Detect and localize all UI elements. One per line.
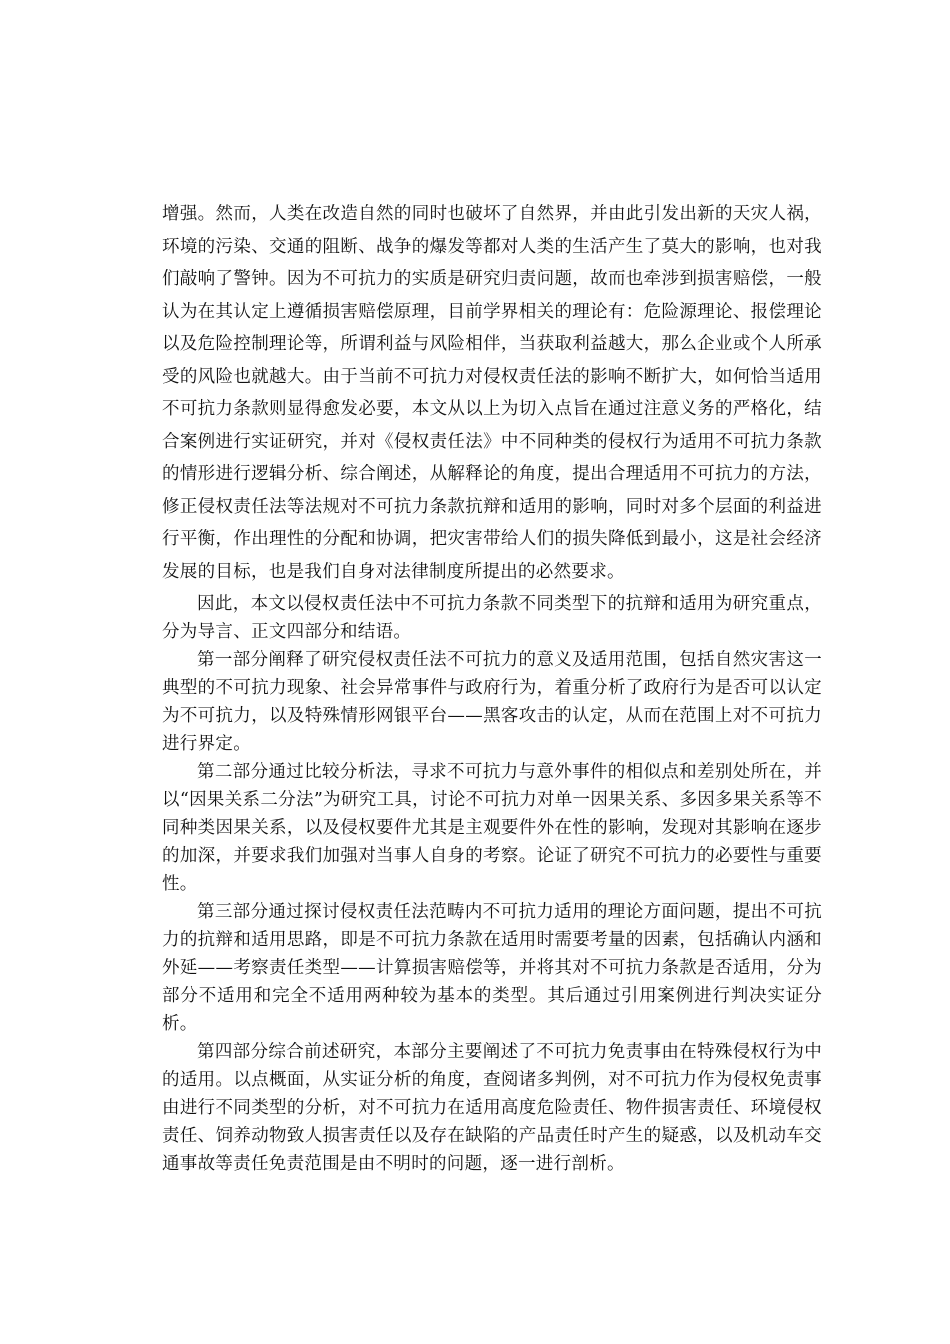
paragraph-intro-continued: 增强。然而，人类在改造自然的同时也破坏了自然界，并由此引发出新的天灾人祸，环境的污染、交通的阻断、战争的爆发等都对人类的生活产生了莫大的影响，也对我们敲响了警钟。因为不可抗力的实质是研究归责问题，故而也牵涉到损害赔偿，一般认为在其认定上遵循损害赔偿原理，目前学界相关的理论有：危险源理论、报偿理论以及危险控制理论等，所谓利益与风险相伴，当获取利益越大，那么企业或个人所承受的风险也就越大。由于当前不可抗力对侵权责任法的影响不断扩大，如何恰当适用不可抗力条款则显得愈发必要，本文从以上为切入点旨在通过注意义务的严格化，结合案例进行实证研究，并对《侵权责任法》中不同种类的侵权行为适用不可抗力条款的情形进行逻辑分析、综合阐述，从解释论的角度，提出合理适用不可抗力的方法，修正侵权责任法等法规对不可抗力条款抗辩和适用的影响，同时对多个层面的利益进行平衡，作出理性的分配和协调，把灾害带给人们的损失降低到最小，这是社会经济发展的目标，也是我们自身对法律制度所提出的必然要求。: [162, 204, 822, 582]
paragraph-part-three: 第三部分通过探讨侵权责任法范畴内不可抗力适用的理论方面问题，提出不可抗力的抗辩和适用思路，即是不可抗力条款在适用时需要考量的因素，包括确认内涵和外延——考察责任类型——计算损害赔偿等，并将其对不可抗力条款是否适用，分为部分不适用和完全不适用两种较为基本的类型。其后通过引用案例进行判决实证分析。: [162, 902, 822, 1034]
paragraph-thesis-structure: 因此，本文以侵权责任法中不可抗力条款不同类型下的抗辩和适用为研究重点，分为导言、正文四部分和结语。: [162, 594, 822, 642]
paragraph-part-four: 第四部分综合前述研究，本部分主要阐述了不可抗力免责事由在特殊侵权行为中的适用。以点概面，从实证分析的角度，查阅诸多判例，对不可抗力作为侵权免责事由进行不同类型的分析，对不可抗力在适用高度危险责任、物件损害责任、环境侵权责任、饲养动物致人损害责任以及存在缺陷的产品责任时产生的疑惑，以及机动车交通事故等责任免责范围是由不明时的问题，逐一进行剖析。: [162, 1042, 822, 1174]
paragraph-part-one: 第一部分阐释了研究侵权责任法不可抗力的意义及适用范围，包括自然灾害这一典型的不可抗力现象、社会异常事件与政府行为，着重分析了政府行为是否可以认定为不可抗力，以及特殊情形网银平台——黑客攻击的认定，从而在范围上对不可抗力进行界定。: [162, 650, 822, 754]
body-text: [162, 198, 822, 1178]
paragraph-part-two: 第二部分通过比较分析法，寻求不可抗力与意外事件的相似点和差别处所在，并以“因果关系二分法”为研究工具，讨论不可抗力对单一因果关系、多因多果关系等不同种类因果关系，以及侵权要件尤其是主观要件外在性的影响，发现对其影响在逐步的加深，并要求我们加强对当事人自身的考察。论证了研究不可抗力的必要性与重要性。: [162, 762, 822, 894]
